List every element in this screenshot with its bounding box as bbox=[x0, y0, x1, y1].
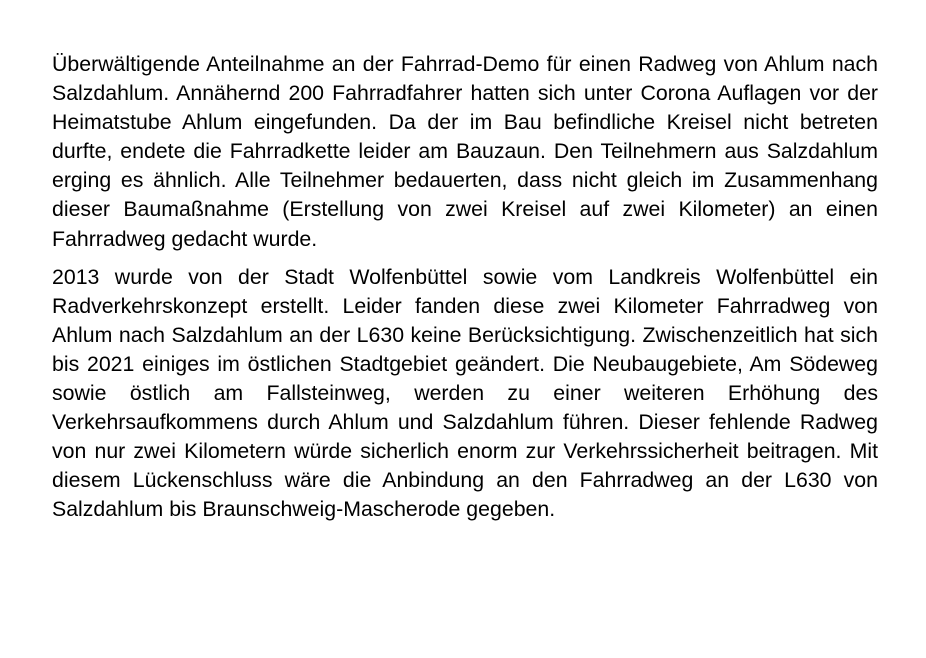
paragraph-cycling-concept: 2013 wurde von der Stadt Wolfenbüttel sowie vom Landkreis Wolfenbüttel ein Radverkehrskonzept erstellt. Leider fanden diese zwei Kilometer Fahrradweg von Ahlum nach Salzdahlum an der L630 keine Berücksichtigung. Zwischenzeitlich hat sich bis 2021 einiges im östlichen Stadtgebiet geändert. Die Neubaugebiete, Am Södeweg sowie östlich am Fallsteinweg, werden zu einer weiteren Erhöhung des Verkehrsaufkommens durch Ahlum und Salzdahlum führen. Dieser fehlende Radweg von nur zwei Kilometern würde sicherlich enorm zur Verkehrssicherheit beitragen. Mit diesem Lückenschluss wäre die Anbindung an den Fahrradweg an der L630 von Salzdahlum bis Braunschweig-Mascherode gegeben. bbox=[52, 264, 878, 522]
paragraph-demo-report: Überwältigende Anteilnahme an der Fahrrad-Demo für einen Radweg von Ahlum nach Salzdahlum. Annähernd 200 Fahrradfahrer hatten sich unter Corona Auflagen vor der Heimatstube Ahlum eingefunden. Da der im Bau befindliche Kreisel nicht betreten durfte, endete die Fahrradkette leider am Bauzaun. Den Teilnehmern aus Salzdahlum erging es ähnlich. Alle Teilnehmer bedauerten, dass nicht gleich im Zusammenhang dieser Baumaßnahme (Erstellung von zwei Kreisel auf zwei Kilometer) an einen Fahrradweg gedacht wurde. bbox=[52, 52, 878, 251]
document-body bbox=[52, 50, 878, 525]
